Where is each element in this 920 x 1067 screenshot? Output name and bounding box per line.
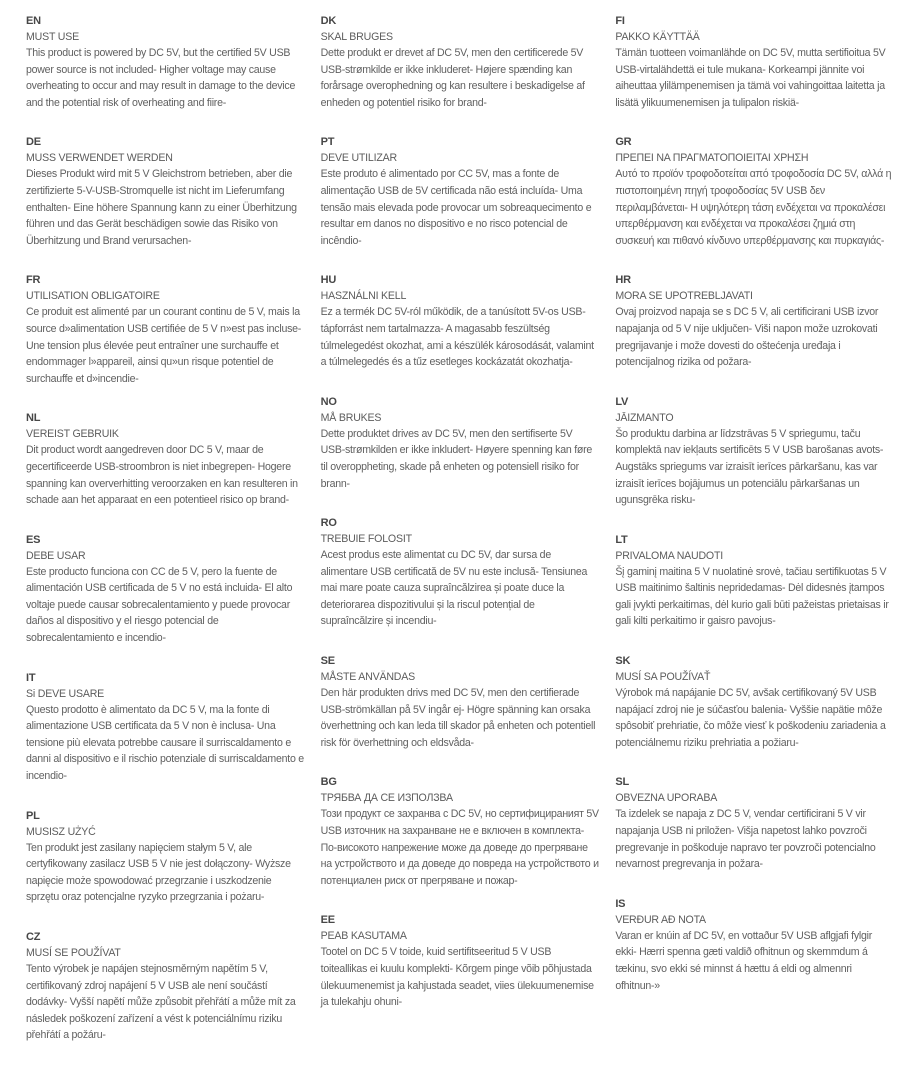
language-section <box>321 272 600 370</box>
language-code: FR <box>26 274 41 287</box>
language-code: SL <box>615 776 629 789</box>
language-code: LT <box>615 533 628 546</box>
language-section <box>26 929 305 1044</box>
language-section <box>26 13 305 111</box>
language-code: BG <box>320 776 337 789</box>
language-section <box>26 134 305 249</box>
language-code: LV <box>615 395 629 408</box>
section-body: Šo produktu darbina ar līdzstrāvas 5 V spriegumu, taču komplektā nav iekļauts sertificēts 5 V USB barošanas avots- Augstāks spriegums var izraisīt ierīces pārkaršanu, kas var izraisīt ierīces bojājumus un potenciālu pārkaršanas un ugunsgrēka risku- <box>615 427 884 507</box>
language-section <box>321 394 600 492</box>
section-title: DEVE UTILIZAR <box>320 152 397 165</box>
section-title: SKAL BRUGES <box>320 31 393 43</box>
language-code: DK <box>320 15 337 27</box>
language-code: NO <box>320 395 337 408</box>
language-code: EE <box>320 914 335 927</box>
section-title: Si DEVE USARE <box>26 687 105 700</box>
section-body: Výrobok má napájanie DC 5V, avšak certifikovaný 5V USB napájací zdroj nie je súčasťou balenia- Vyššie napätie môže spôsobiť prehriatie, čo môže viesť k poškodeniu zariadenia a potenciálnemu riziku prehriatia a požiaru- <box>615 687 886 749</box>
section-body: Varan er knúin af DC 5V, en vottaður 5V USB aflgjafi fylgir ekki- Hærri spenna gæti valdið ofhitnun og skemmdum á tækinu, svo ekki sé minnst á hættu á eldi og almennri ofhitnun-» <box>615 929 873 992</box>
section-body: Este produto é alimentado por CC 5V, mas a fonte de alimentação USB de 5V certificada não está incluída- Uma tensão mais elevada pode provocar um sobreaquecimento e resultar em danos no dispositivo e no risco potencial de incêndio- <box>320 168 592 247</box>
section-body: Tämän tuotteen voimanlähde on DC 5V, mutta sertifioitua 5V USB-virtalähdettä ei tule mukana- Korkeampi jännite voi aiheuttaa ylilämpenemisen ja tämä voi vahingoittaa laitetta ja lisätä ylikuumenemisen ja tulipalon riskiä- <box>615 47 886 109</box>
section-body: Ta izdelek se napaja z DC 5 V, vendar certificirani 5 V vir napajanja USB ni priložen- Višja napetost lahko povzroči pregrevanje in poškoduje napravo ter povzroči potencialno nevarnost pregrevanja in požara- <box>615 808 876 871</box>
section-body: Dit product wordt aangedreven door DC 5 V, maar de gecertificeerde USB-stroombron is niet inbegrepen- Hogere spanning kan oververhitting veroorzaken en kan resulteren in schade aan het apparaat en een potentieel risico op brand- <box>26 444 298 507</box>
language-section <box>26 808 305 906</box>
section-body: Αυτό το προϊόν τροφοδοτείται από τροφοδοσία DC 5V, αλλά η πιστοποιημένη πηγή τροφοδοσίας 5V USB δεν περιλαμβάνεται- Η υψηλότερη τάση ενδέχεται να προκαλέσει υπερθέρμανση και ενδέχεται να προκαλέσει ζημιά στη συσκευή και πιθανό κίνδυνο υπερθέρμανσης και πυρκαγιάς- <box>615 168 892 247</box>
section-body: Tento výrobek je napájen stejnosměrným napětím 5 V, certifikovaný zdroj napájení 5 V USB ale není součástí dodávky- Vyšší napětí může způsobit přehřátí a může mít za následek poškození zařízení a vést k potenciálnímu riziku přehřátí a požáru- <box>26 963 296 1042</box>
language-section <box>26 272 305 387</box>
language-section <box>615 134 894 249</box>
section-title: HASZNÁLNI KELL <box>320 290 407 303</box>
section-title: MÅSTE ANVÄNDAS <box>320 671 415 684</box>
section-title: VEREIST GEBRUIK <box>26 428 119 441</box>
section-body: This product is powered by DC 5V, but the certified 5V USB power source is not included- Higher voltage may cause overheating to occur and may result in damage to the device and the potential risk of overheating and fiire- <box>26 47 296 109</box>
section-body: Acest produs este alimentat cu DC 5V, dar sursa de alimentare USB certificată de 5V nu este inclusă- Tensiunea mai mare poate cauza supraîncălzirea și poate duce la deteriorarea dispozitivului și la riscul potențial de supraîncălzire și incendiu- <box>320 549 588 628</box>
language-section <box>615 394 894 509</box>
language-section <box>615 653 894 751</box>
language-code: IT <box>26 671 36 684</box>
section-body: Šį gaminį maitina 5 V nuolatinė srovė, tačiau sertifikuotas 5 V USB maitinimo šaltinis nepridedamas- Dėl didesnės įtampos gali įvykti perkaitimas, dėl kurio gali būti pažeistas prietaisas ir gali kilti perkaitimo ir gaisro pavojus- <box>615 565 889 628</box>
section-title: TREBUIE FOLOSIT <box>320 533 412 546</box>
language-code: RO <box>320 517 337 530</box>
language-section <box>321 515 600 630</box>
section-title: MORA SE UPOTREBLJAVATI <box>615 290 753 303</box>
language-code: CZ <box>26 931 41 943</box>
language-code: ES <box>26 533 41 546</box>
section-title: DEBE USAR <box>26 549 86 562</box>
language-section <box>615 272 894 370</box>
column-3 <box>615 13 894 1067</box>
section-body: Ten produkt jest zasilany napięciem stałym 5 V, ale certyfikowany zasilacz USB 5 V nie jest dołączony- Wyższe napięcie może spowodować przegrzanie i uszkodzenie sprzętu oraz potencjalne ryzyko przegrzania i pożaru- <box>26 841 291 904</box>
section-body: Ez a termék DC 5V-ról működik, de a tanúsított 5V-os USB-tápforrást nem tartalmazza- A magasabb feszültség túlmelegedést okozhat, ami a készülék károsodását, valamint a túlmelegedés és a tűz esetleges kockázatát okozhatja- <box>320 306 594 369</box>
language-code: PT <box>320 136 335 149</box>
language-section <box>615 896 894 994</box>
section-body: Este producto funciona con CC de 5 V, pero la fuente de alimentación USB certificada de 5 V no está incluida- El alto voltaje puede causar sobrecalentamiento y puede provocar daños al dispositivo y el riesgo potencial de sobrecalentamiento e incendio- <box>26 565 293 645</box>
language-code: SE <box>320 655 335 668</box>
section-title: PRIVALOMA NAUDOTI <box>615 549 723 562</box>
section-body: Questo prodotto è alimentato da DC 5 V, ma la fonte di alimentazione USB certificata da 5 V non è inclusa- Una tensione più elevata potrebbe causare il surriscaldamento e danni al dispositivo e il rischio potenziale di surriscaldamento e incendio- <box>26 703 304 783</box>
language-code: IS <box>615 897 626 910</box>
language-section <box>26 670 305 785</box>
column-2 <box>321 13 600 1067</box>
language-code: HU <box>320 274 337 287</box>
language-section <box>321 13 600 111</box>
language-code: DE <box>26 136 41 149</box>
section-title: ТРЯБВА ДА СЕ ИЗПОЛЗВА <box>320 792 453 805</box>
language-section <box>615 13 894 111</box>
section-body: Den här produkten drivs med DC 5V, men den certifierade USB-strömkällan på 5V ingår ej- Högre spänning kan orsaka överhettning och kan leda till skador på enheten och potentiell risk för överhettning och eldsvåda- <box>320 687 596 749</box>
section-title: MUSÍ SE POUŽÍVAT <box>26 947 121 959</box>
language-section <box>321 774 600 889</box>
language-section <box>321 912 600 1010</box>
column-1 <box>26 13 305 1067</box>
section-title: MÅ BRUKES <box>320 411 382 424</box>
language-code: HR <box>615 274 631 287</box>
language-code: PL <box>26 809 40 822</box>
section-title: MUSÍ SA POUŽÍVAŤ <box>615 671 711 684</box>
section-title: PEAB KASUTAMA <box>320 930 407 943</box>
section-body: Ovaj proizvod napaja se s DC 5 V, ali certificirani USB izvor napajanja od 5 V nije uključen- Viši napon može uzrokovati pregrijavanje i može dovesti do oštećenja uređaja i potencijalnog rizika od požara- <box>615 306 879 369</box>
section-body: Dieses Produkt wird mit 5 V Gleichstrom betrieben, aber die zertifizierte 5-V-USB-Stromquelle ist nicht im Lieferumfang enthalten- Eine höhere Spannung kann zu einer Überhitzung führen und das Gerät beschädigen sowie das Risiko von Überhitzung und Brand verursachen- <box>26 168 297 247</box>
language-code: EN <box>26 15 41 27</box>
section-title: MUST USE <box>26 31 79 43</box>
section-body: Ce produit est alimenté par un courant continu de 5 V, mais la source d»alimentation USB certifiée de 5 V n»est pas incluse- Une tension plus élevée peut entraîner une surchauffe et endommager l»appareil, ainsi qu»un risque potentiel de surchauffe et d»incendie- <box>26 306 302 385</box>
section-title: PAKKO KÄYTTÄÄ <box>615 31 700 43</box>
section-title: MUSS VERWENDET WERDEN <box>26 152 173 165</box>
section-body: Dette produktet drives av DC 5V, men den sertifiserte 5V USB-strømkilden er ikke inkludert- Høyere spenning kan føre til overoppheting, skade på enheten og potensiell risiko for brann- <box>320 427 593 490</box>
section-title: MUSISZ UŻYĆ <box>26 825 96 838</box>
section-body: Dette produkt er drevet af DC 5V, men den certificerede 5V USB-strømkilde er ikke inkluderet- Højere spænding kan forårsage overophedning og kan resultere i beskadigelse af enheden og potentiel risiko for brand- <box>320 47 585 109</box>
language-code: NL <box>26 412 41 425</box>
language-section <box>615 532 894 630</box>
language-code: SK <box>615 655 631 668</box>
section-title: VERÐUR AÐ NOTA <box>615 913 706 926</box>
section-title: UTILISATION OBLIGATOIRE <box>26 290 160 303</box>
language-section <box>26 410 305 508</box>
language-section <box>615 774 894 872</box>
language-section <box>26 532 305 647</box>
language-section <box>321 653 600 751</box>
section-body: Този продукт се захранва с DC 5V, но сертифицираният 5V USB източник на захранване не е включен в комплекта- По-високото напрежение може да доведе до прегряване на устройството и да доведе до повреда на устройството и потенциален риск от прегряване и пожар- <box>320 808 599 887</box>
language-section <box>321 134 600 249</box>
section-title: OBVEZNA UPORABA <box>615 792 718 805</box>
section-title: JĀIZMANTO <box>615 411 674 424</box>
section-title: ΠΡΕΠΕΙ ΝΑ ΠΡΑΓΜΑΤΟΠΟΙΕΙΤΑΙ ΧΡΗΣΗ <box>615 152 809 165</box>
language-code: FI <box>615 15 625 27</box>
section-body: Tootel on DC 5 V toide, kuid sertifitseeritud 5 V USB toiteallikas ei kuulu komplekti- Kõrgem pinge võib põhjustada ülekuumenemist ja kahjustada seadet, viies ülekuumenemise ja tulekahju ohuni- <box>320 946 594 1009</box>
language-code: GR <box>615 136 632 149</box>
